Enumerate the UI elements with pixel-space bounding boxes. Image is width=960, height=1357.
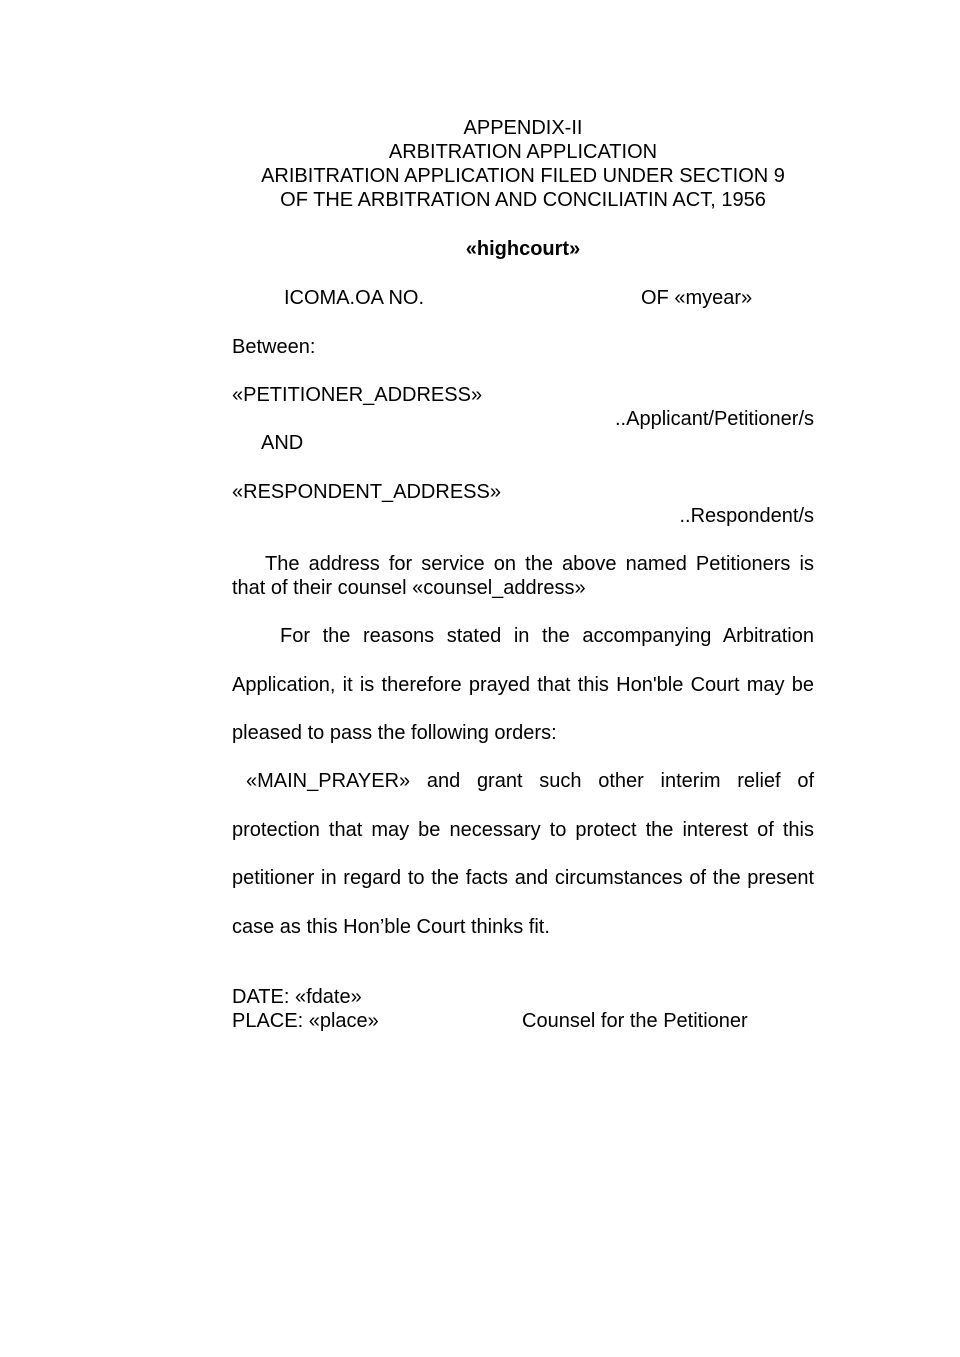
counsel-signature: Counsel for the Petitioner bbox=[522, 1010, 748, 1032]
prayer-paragraph: «MAIN_PRAYER» and grant such other interim relief of protection that may be necessary to protect the interest of this petitioner in regard to the facts and circumstances of the present case as this Hon’ble Court thinks fit. bbox=[232, 770, 814, 938]
and-label: AND bbox=[261, 432, 304, 454]
respondent-address: «RESPONDENT_ADDRESS» bbox=[232, 481, 501, 503]
case-number-label: ICOMA.OA NO. bbox=[284, 287, 425, 309]
act-title: OF THE ARBITRATION AND CONCILIATIN ACT, 1956 bbox=[280, 189, 766, 211]
case-year-label: OF «myear» bbox=[641, 287, 753, 309]
service-address-paragraph: The address for service on the above named Petitioners is that of their counsel «counsel_address» bbox=[232, 553, 814, 599]
reasons-paragraph: For the reasons stated in the accompanying Arbitration Application, it is therefore prayed that this Hon'ble Court may be pleased to pass the following orders: bbox=[232, 625, 814, 744]
court-name: «highcourt» bbox=[465, 238, 581, 260]
respondent-role: ..Respondent/s bbox=[679, 505, 814, 527]
appendix-title: APPENDIX-II bbox=[463, 117, 583, 139]
between-label: Between: bbox=[232, 336, 316, 358]
date-line: DATE: «fdate» bbox=[232, 986, 362, 1008]
application-title: ARBITRATION APPLICATION bbox=[388, 141, 658, 163]
place-line: PLACE: «place» bbox=[232, 1010, 379, 1032]
petitioner-role: ..Applicant/Petitioner/s bbox=[615, 408, 814, 430]
petitioner-address: «PETITIONER_ADDRESS» bbox=[232, 384, 483, 406]
document-heading bbox=[232, 116, 814, 212]
section-title: ARIBITRATION APPLICATION FILED UNDER SECTION 9 bbox=[261, 165, 785, 187]
